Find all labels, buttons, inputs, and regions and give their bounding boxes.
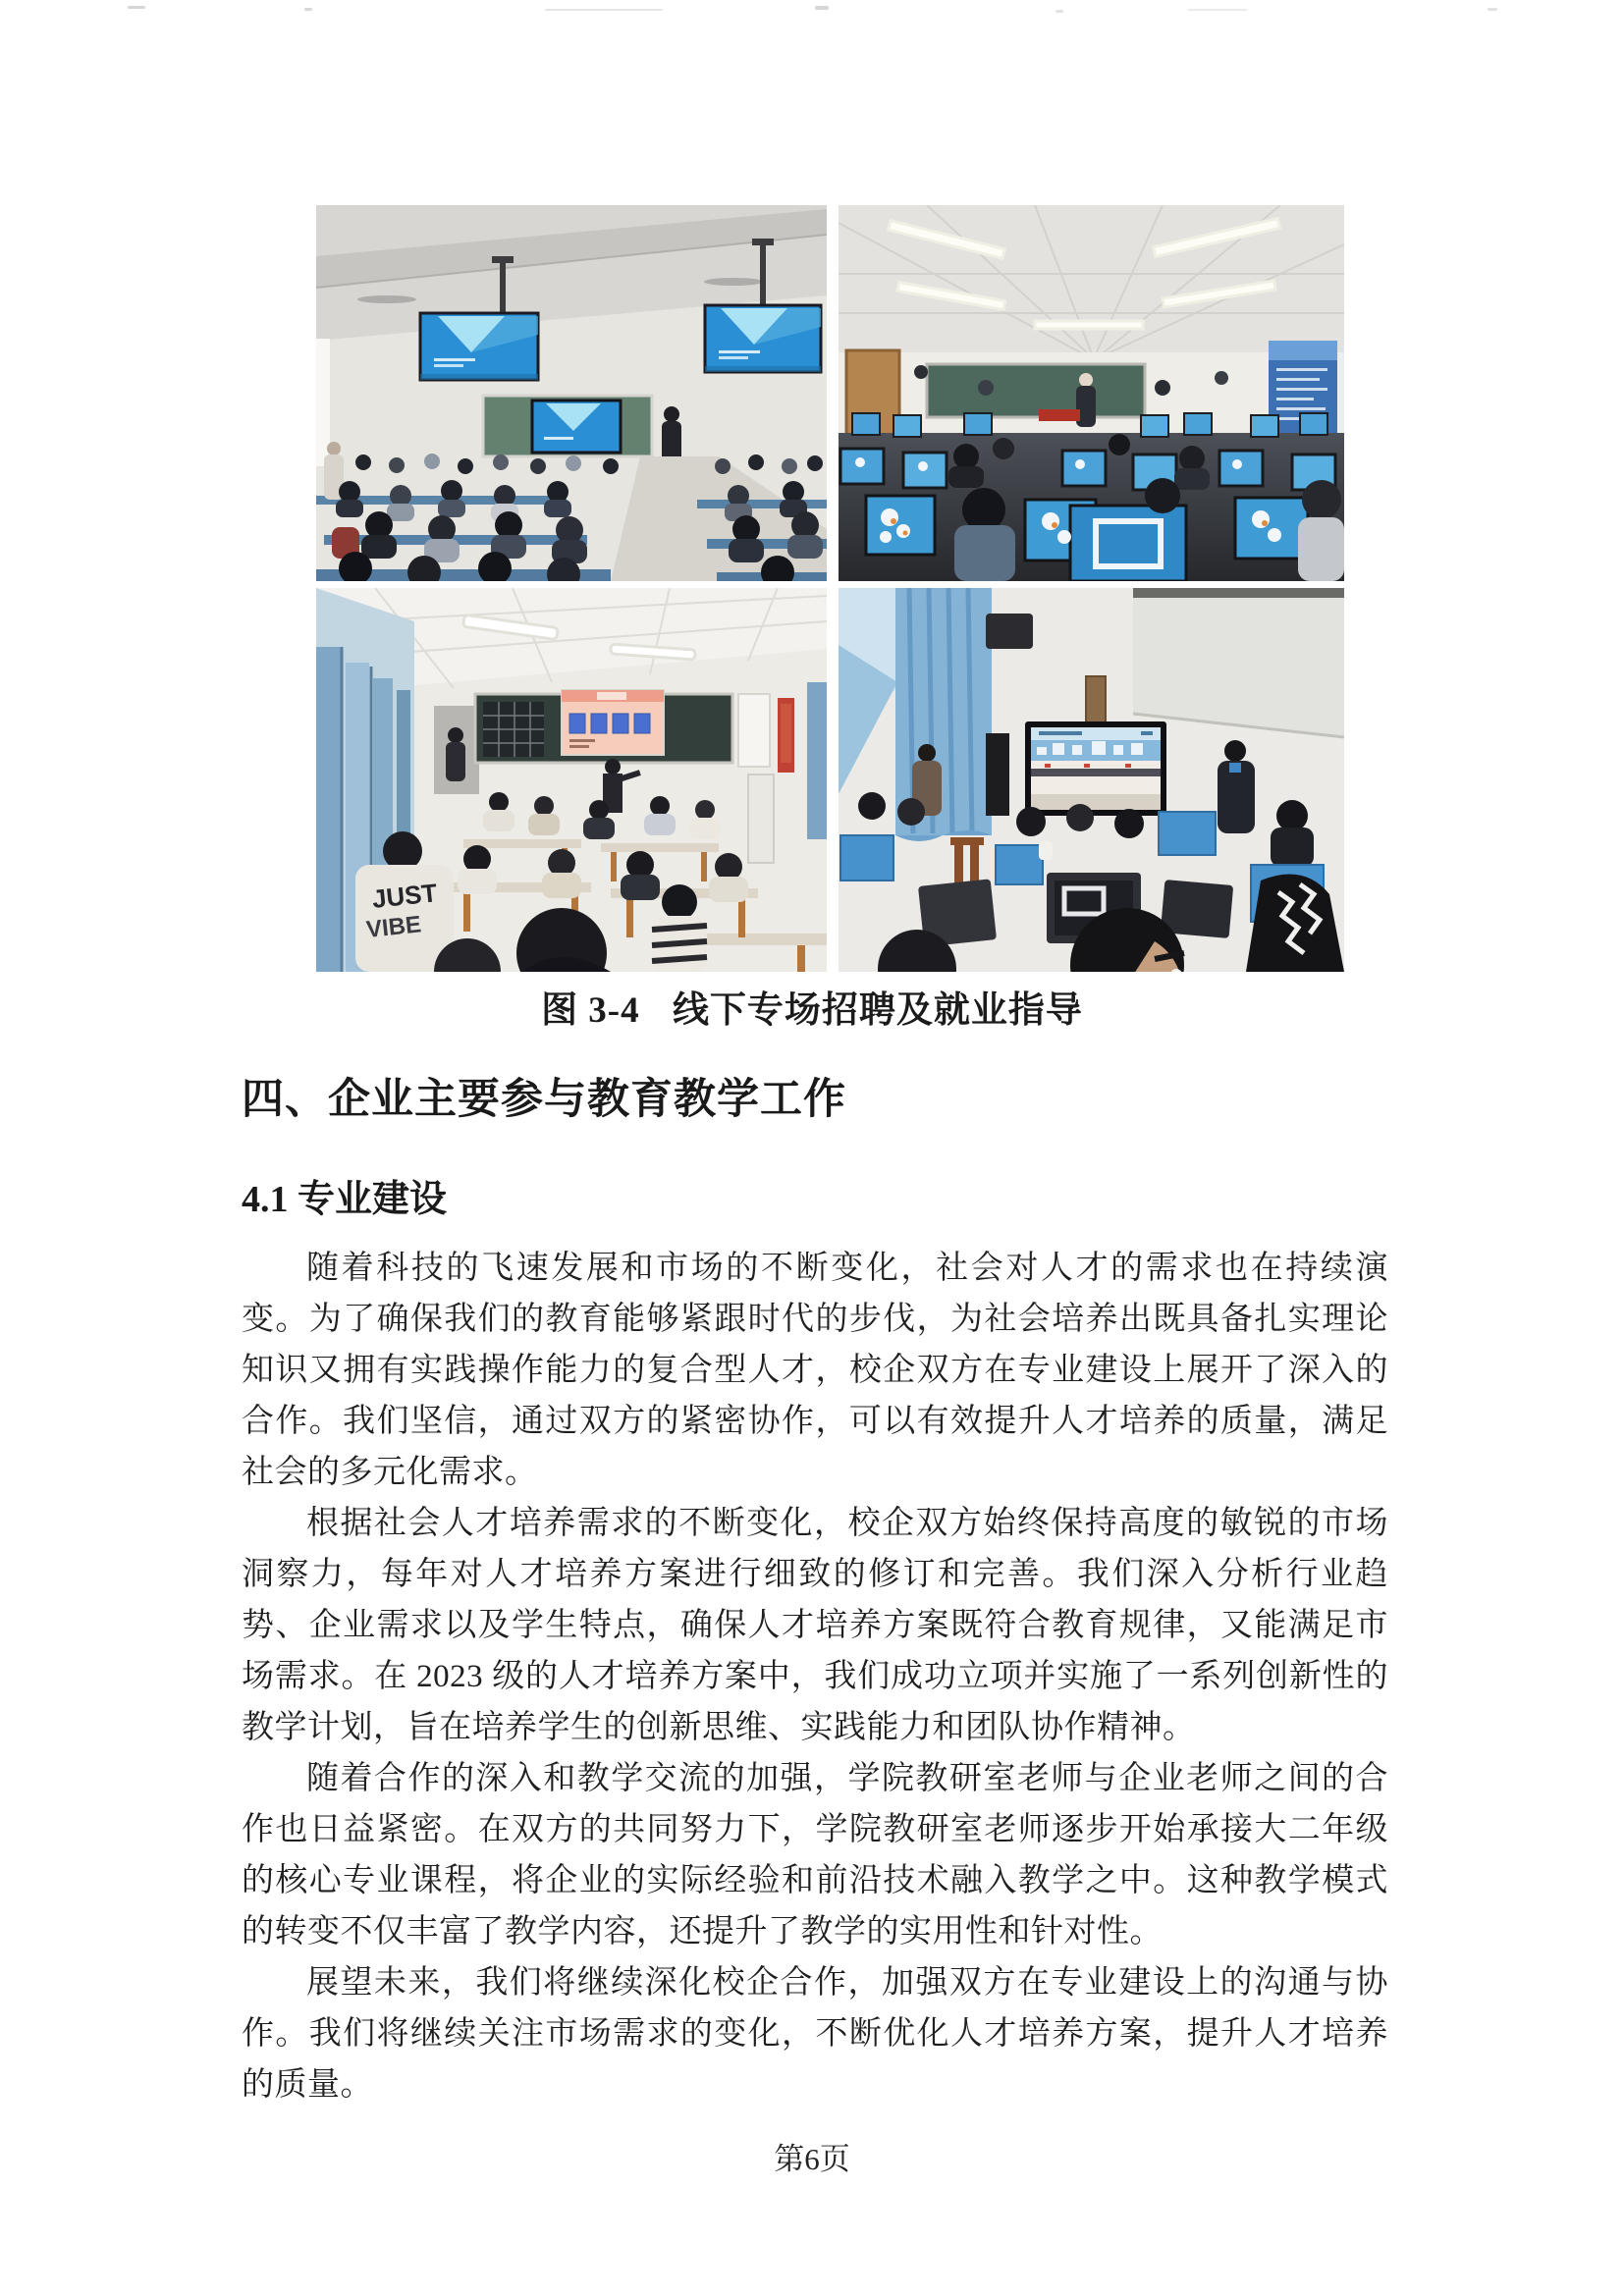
scan-artifact	[1056, 10, 1063, 13]
photo-classroom-slide-presentation	[316, 588, 827, 972]
photo-lecture-hall-with-hanging-screens	[316, 205, 827, 581]
scan-artifact	[128, 6, 145, 9]
paragraph-4: 展望未来，我们将继续深化校企合作，加强双方在专业建设上的沟通与协作。我们将继续关注市场需求的变化，不断优化人才培养方案，提升人才培养的质量。	[242, 1965, 1388, 2103]
page-number: 第6页	[774, 2142, 850, 2176]
scan-artifact	[1488, 8, 1497, 11]
paragraph-2: 根据社会人才培养需求的不断变化，校企双方始终保持高度的敏锐的市场洞察力，每年对人才培养方案进行细致的修订和完善。我们深入分析行业趋势、企业需求以及学生特点，确保人才培养方案既符合教育规律，又能满足市场需求。在 2023 级的人才培养方案中，我们成功立项并实施了一系列创新性的教学计划，旨在培养学生的创新思维、实践能力和团队协作精神。	[242, 1506, 1388, 1745]
figure-caption-label: 图 3-4	[541, 990, 640, 1031]
figure-photo-grid	[316, 205, 1344, 972]
scan-artifact	[815, 6, 829, 10]
section-heading: 四、企业主要参与教育教学工作	[242, 1077, 846, 1123]
photo-computer-lab-training-session	[839, 205, 1344, 581]
paragraph-3: 随着合作的深入和教学交流的加强，学院教研室老师与企业老师之间的合作也日益紧密。在双方的共同努力下，学院教研室老师逐步开始承接大二年级的核心专业课程，将企业的实际经验和前沿技术融入教学之中。这种教学模式的转变不仅丰富了教学内容，还提升了教学的实用性和针对性。	[242, 1761, 1388, 1949]
svg-text:VIBE: VIBE	[364, 911, 423, 943]
svg-text:JUST: JUST	[370, 878, 439, 914]
scan-artifact	[304, 8, 312, 11]
figure-caption	[0, 984, 1624, 1039]
figure-caption-text: 线下专场招聘及就业指导	[672, 990, 1083, 1031]
scan-artifact	[545, 9, 663, 11]
subsection-heading: 4.1 专业建设	[242, 1179, 448, 1220]
scan-artifact	[1188, 9, 1247, 11]
body-text	[242, 1243, 1388, 2110]
photo-tv-demo-computer-classroom	[839, 588, 1344, 972]
paragraph-1: 随着科技的飞速发展和市场的不断变化，社会对人才的需求也在持续演变。为了确保我们的教育能够紧跟时代的步伐，为社会培养出既具备扎实理论知识又拥有实践操作能力的复合型人才，校企双方在专业建设上展开了深入的合作。我们坚信，通过双方的紧密协作，可以有效提升人才培养的质量，满足社会的多元化需求。	[242, 1251, 1388, 1490]
